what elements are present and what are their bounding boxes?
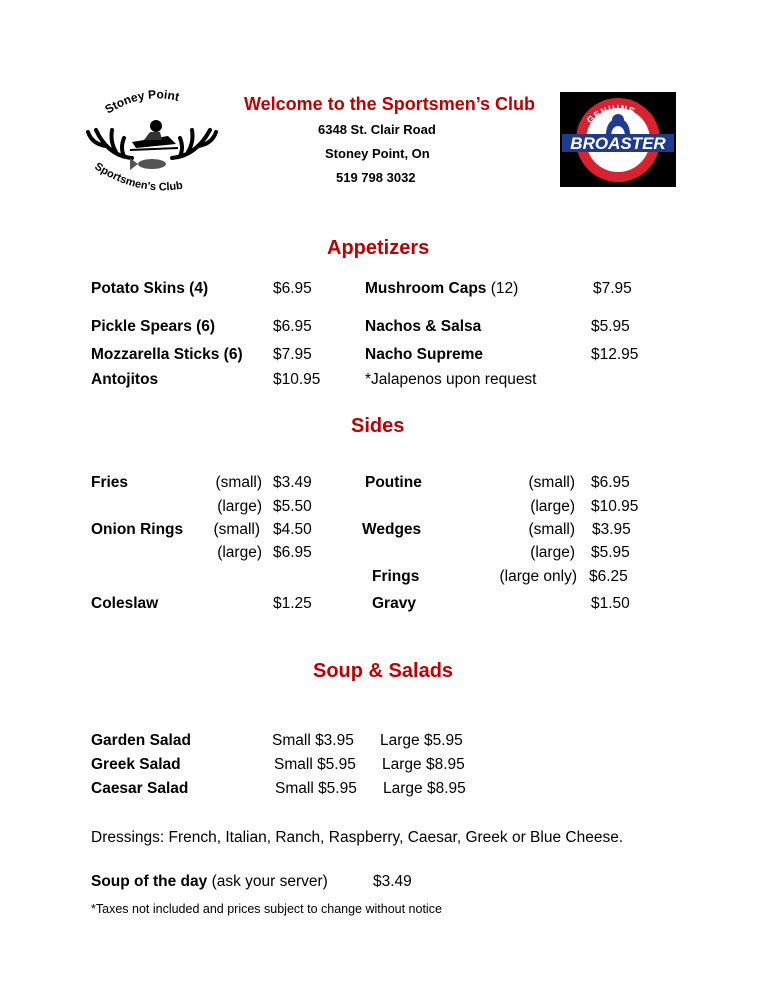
soup-of-day-note: (ask your server) xyxy=(211,873,328,890)
wedges-small-label: (small) xyxy=(528,521,575,538)
address-line-1: 6348 St. Clair Road xyxy=(318,122,436,137)
onion-rings-small-price: $4.50 xyxy=(273,521,312,538)
svg-text:Sportsmen's Club xyxy=(92,160,183,193)
coleslaw-price: $1.25 xyxy=(273,595,312,612)
caesar-salad-name: Caesar Salad xyxy=(91,780,189,797)
svg-text:Stoney Point xyxy=(102,87,180,116)
onion-rings-large-label: (large) xyxy=(217,544,262,561)
nachos-salsa-name: Nachos & Salsa xyxy=(365,318,482,335)
onion-rings-small-label: (small) xyxy=(213,521,260,538)
address-line-2: Stoney Point, On xyxy=(325,146,430,161)
mozzarella-sticks-name: Mozzarella Sticks (6) xyxy=(91,346,243,363)
soup-of-day-name: Soup of the day xyxy=(91,873,208,890)
coleslaw-name: Coleslaw xyxy=(91,595,159,612)
greek-salad-name: Greek Salad xyxy=(91,756,181,773)
frings-price: $6.25 xyxy=(589,568,628,585)
mushroom-caps-name: Mushroom Caps xyxy=(365,280,487,297)
poutine-small-label: (small) xyxy=(528,474,575,491)
broaster-main-text: BROASTER xyxy=(570,134,666,153)
onion-rings-large-price: $6.95 xyxy=(273,544,312,561)
snowmobile-icon xyxy=(130,120,178,150)
poutine-large-price: $10.95 xyxy=(591,498,639,515)
soup-salads-heading: Soup & Salads xyxy=(313,660,454,682)
gravy-price: $1.50 xyxy=(591,595,630,612)
pickle-spears-price: $6.95 xyxy=(273,318,312,335)
broaster-bottom-text: CHICKEN xyxy=(592,152,636,171)
logo-top-text: Stoney Point xyxy=(102,87,181,117)
right-antler-icon xyxy=(172,130,216,158)
mushroom-caps-price: $7.95 xyxy=(593,280,632,297)
garden-salad-small: Small $3.95 xyxy=(272,732,354,749)
caesar-salad-small: Small $5.95 xyxy=(275,780,357,797)
poutine-large-label: (large) xyxy=(530,498,575,515)
taxes-footnote: *Taxes not included and prices subject to change without notice xyxy=(91,902,442,916)
wedges-large-price: $5.95 xyxy=(591,544,630,561)
dressings-text: Dressings: French, Italian, Ranch, Raspberry, Caesar, Greek or Blue Cheese. xyxy=(91,829,624,846)
sides-heading: Sides xyxy=(351,415,405,437)
left-antler-icon xyxy=(88,130,132,158)
poutine-small-price: $6.95 xyxy=(591,474,630,491)
frings-label: (large only) xyxy=(499,568,577,585)
fries-large-price: $5.50 xyxy=(273,498,312,515)
logo-bottom-text: Sportsmen's Club xyxy=(92,160,184,194)
fries-small-label: (small) xyxy=(215,474,262,491)
nacho-supreme-name: Nacho Supreme xyxy=(365,346,484,363)
jalapenos-note: *Jalapenos upon request xyxy=(365,371,537,388)
greek-salad-small: Small $5.95 xyxy=(274,756,356,773)
wedges-small-price: $3.95 xyxy=(592,521,631,538)
wedges-large-label: (large) xyxy=(530,544,575,561)
potato-skins-price: $6.95 xyxy=(273,280,312,297)
pickle-spears-name: Pickle Spears (6) xyxy=(91,318,216,335)
appetizers-heading: Appetizers xyxy=(327,237,430,259)
nachos-salsa-price: $5.95 xyxy=(591,318,630,335)
fries-name: Fries xyxy=(91,474,129,491)
fries-large-label: (large) xyxy=(217,498,262,515)
frings-name: Frings xyxy=(372,568,420,585)
poutine-name: Poutine xyxy=(365,474,422,491)
garden-salad-name: Garden Salad xyxy=(91,732,191,749)
mozzarella-sticks-price: $7.95 xyxy=(273,346,312,363)
broaster-logo xyxy=(560,92,676,187)
soup-of-day-price: $3.49 xyxy=(373,873,412,890)
gravy-name: Gravy xyxy=(372,595,416,612)
phone-number: 519 798 3032 xyxy=(336,170,416,185)
fish-icon xyxy=(130,158,166,170)
welcome-title: Welcome to the Sportsmen’s Club xyxy=(244,94,536,114)
garden-salad-large: Large $5.95 xyxy=(380,732,463,749)
potato-skins-name: Potato Skins (4) xyxy=(91,280,209,297)
broaster-top-text: GENUINE xyxy=(584,102,637,126)
antojitos-name: Antojitos xyxy=(91,371,159,388)
club-logo xyxy=(86,86,218,204)
mushroom-caps-item xyxy=(365,280,518,298)
nacho-supreme-price: $12.95 xyxy=(591,346,639,363)
wedges-name: Wedges xyxy=(362,521,422,538)
antojitos-price: $10.95 xyxy=(273,371,321,388)
fries-small-price: $3.49 xyxy=(273,474,312,491)
greek-salad-large: Large $8.95 xyxy=(382,756,465,773)
soup-of-day-item xyxy=(91,873,328,891)
mushroom-caps-qty: (12) xyxy=(490,280,519,297)
caesar-salad-large: Large $8.95 xyxy=(383,780,466,797)
onion-rings-name: Onion Rings xyxy=(91,521,184,538)
